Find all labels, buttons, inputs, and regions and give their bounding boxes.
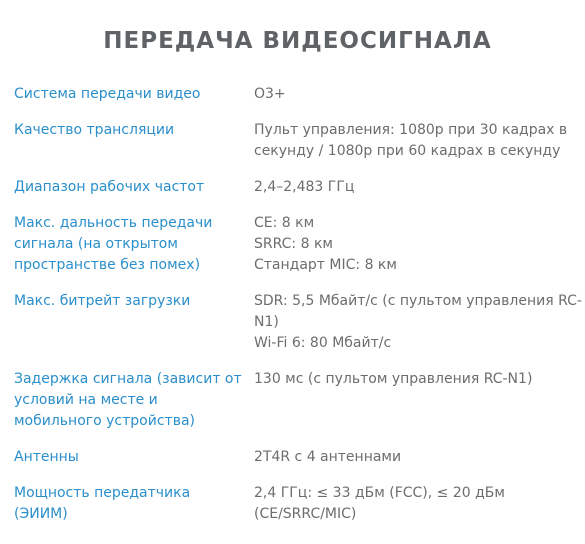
spec-label (14, 120, 249, 141)
spec-value-line: секунду / 1080p при 60 кадрах в секунду (254, 143, 561, 159)
spec-label-line: Задержка сигнала (зависит от (14, 371, 242, 387)
spec-label-line: Макс. дальность передачи (14, 215, 213, 231)
spec-value-line: O3+ (254, 86, 286, 102)
spec-label-line: условий на месте и (14, 392, 158, 408)
spec-value-line: Стандарт MIC: 8 км (254, 257, 397, 273)
spec-value-line: SRRC: 8 км (254, 236, 333, 252)
spec-label (14, 291, 249, 312)
spec-label-line: Антенны (14, 449, 79, 465)
spec-value-line: 2,4 ГГц: ≤ 33 дБм (FCC), ≤ 20 дБм (254, 485, 505, 501)
spec-value (254, 369, 584, 390)
spec-label-line: Система передачи видео (14, 86, 201, 102)
spec-label (14, 213, 249, 276)
spec-label-line: (ЭИИМ) (14, 506, 68, 522)
spec-value (254, 447, 584, 468)
spec-value-line: Wi-Fi 6: 80 Мбайт/с (254, 335, 392, 351)
spec-label-line: пространстве без помех) (14, 257, 201, 273)
spec-label-line: Макс. битрейт загрузки (14, 293, 191, 309)
spec-value-line: 130 мс (с пультом управления RC-N1) (254, 371, 533, 387)
spec-label-line: сигнала (на открытом (14, 236, 178, 252)
spec-value (254, 120, 584, 162)
spec-value-line: 2T4R с 4 антеннами (254, 449, 402, 465)
spec-value-line: SDR: 5,5 Мбайт/с (с пультом управления RC- (254, 293, 582, 309)
spec-value-line: Пульт управления: 1080p при 30 кадрах в (254, 122, 568, 138)
spec-value (254, 177, 584, 198)
section-title: ПЕРЕДАЧА ВИДЕОСИГНАЛА (103, 28, 492, 54)
spec-label (14, 84, 249, 105)
spec-label (14, 369, 249, 432)
spec-label-line: мобильного устройства) (14, 413, 195, 429)
spec-value (254, 213, 584, 276)
spec-label (14, 447, 249, 468)
spec-value (254, 483, 584, 525)
spec-value-line: N1) (254, 314, 279, 330)
spec-label-line: Качество трансляции (14, 122, 175, 138)
spec-value-line: CE: 8 км (254, 215, 315, 231)
spec-value (254, 84, 584, 105)
spec-value-line: 2,4–2,483 ГГц (254, 179, 355, 195)
spec-value (254, 291, 584, 354)
spec-label (14, 177, 249, 198)
spec-label-line: Мощность передатчика (14, 485, 191, 501)
spec-value-line: (CE/SRRC/MIC) (254, 506, 357, 522)
spec-label (14, 483, 249, 525)
spec-label-line: Диапазон рабочих частот (14, 179, 205, 195)
